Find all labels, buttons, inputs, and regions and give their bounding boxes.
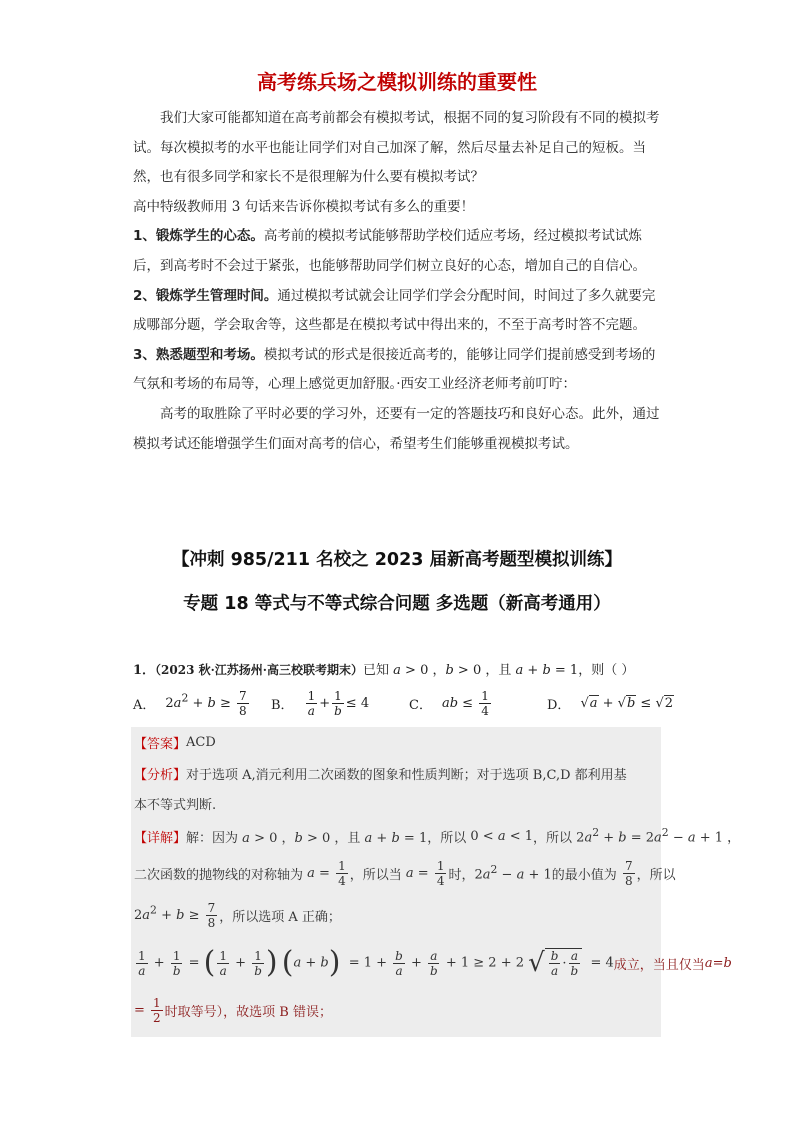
- intro-section: [133, 104, 665, 459]
- analysis-line: [134, 792, 216, 814]
- intro-title: 高考练兵场之模拟训练的重要性: [257, 70, 537, 94]
- detail-text: 时取等号），故选项 B 错误；: [164, 1004, 332, 1020]
- answer-tag: 【答案】: [134, 736, 187, 752]
- question-stem: [133, 660, 665, 681]
- list-item-text: 通过模拟考试就会让同学们学会分配时间，时间过了多久就要完成哪部分题，学会取舍等，这些都是在模拟考试中得出来的，不至于高考时答不完题。: [133, 287, 656, 334]
- option-a[interactable]: [133, 685, 251, 721]
- detail-math: $2a^2 - a + 1$: [474, 863, 552, 883]
- analysis-text: 对于选项 A,消元利用二次函数的图象和性质判断；对于选项 B,C,D 都利用基: [186, 767, 627, 783]
- question-number: 1．: [133, 663, 156, 678]
- detail-math: a > 0 ，b > 0 ，且 a + b = 1: [242, 830, 428, 846]
- intro-list-item: [133, 341, 665, 400]
- answer-line: [134, 731, 216, 753]
- intro-list-item: [133, 282, 665, 341]
- option-label: C．: [409, 697, 432, 713]
- analysis-tag: 【分析】: [134, 767, 187, 783]
- math-condition: a > 0 ，b > 0 ，且 a + b = 1: [393, 663, 579, 678]
- option-math: $2a^2 + b$ ≥ $\frac{7}{8}$: [165, 688, 247, 718]
- list-item-heading: 1、锻炼学生的心态。: [133, 228, 264, 245]
- analysis-line: [134, 762, 627, 784]
- detail-tag: 【详解】: [134, 830, 187, 846]
- detail-math: 0 < a < 1: [466, 828, 534, 844]
- option-b[interactable]: [271, 685, 369, 721]
- detail-text: ，所以: [636, 867, 676, 883]
- detail-text: 成立，当且仅当: [613, 957, 705, 973]
- option-math: ab ≤ $\frac{1}{4}$: [441, 688, 489, 718]
- list-item-text: 高考前的模拟考试能够帮助学校们适应考场，经过模拟考试试炼后，到高考时不会过于紧张，也能够帮助同学们树立良好的心态，增加自己的自信心。: [133, 228, 646, 274]
- intro-paragraph: 高中特级教师用 3 句话来告诉你模拟考试有多么的重要！: [133, 198, 475, 215]
- option-label: D．: [547, 697, 571, 713]
- detail-math: $2a^2 + b = 2a^2 - a + 1$ ，: [572, 826, 741, 846]
- intro-list-item: [133, 222, 665, 281]
- detail-text: ，所以: [427, 830, 467, 846]
- detail-line: [134, 824, 740, 848]
- topic-heading: 专题 18 等式与不等式综合问题 多选题（新高考通用）: [183, 594, 611, 614]
- detail-math: $\frac{7}{8}$: [624, 858, 633, 888]
- detail-math: $2a^2 + b$ ≥ $\frac{7}{8}$: [134, 900, 216, 930]
- stem-text: 已知: [362, 663, 389, 678]
- detail-line: [134, 941, 732, 985]
- option-label: A．: [133, 697, 156, 713]
- option-math: √a + √b ≤ √2: [580, 695, 674, 711]
- answer-box: [131, 727, 741, 1037]
- answer-value: ACD: [186, 734, 216, 750]
- option-math: $\frac{1}{a}$ + $\frac{1}{b}$ ≤ 4: [307, 688, 370, 718]
- question-1: [133, 660, 674, 721]
- detail-text: 二次函数的抛物线的对称轴为: [134, 867, 304, 883]
- detail-line: [134, 855, 676, 891]
- list-item-heading: 3、熟悉题型和考场。: [133, 346, 264, 363]
- detail-math: a=b: [704, 955, 732, 971]
- intro-paragraph: 我们大家可能都知道在高考前都会有模拟考试，根据不同的复习阶段有不同的模拟考试。每次模拟考的水平也能让同学们对自己加深了解，然后尽量去补足自己的短板。当然，也有很多同学和家长不是很理解为什么要有模拟考试？: [133, 110, 660, 186]
- detail-text: ，所以: [533, 830, 573, 846]
- list-item-text: 模拟考试的形式是很接近高考的，能够让同学们提前感受到考场的气氛和考场的布局等，心理上感觉更加舒服。·西安工业经济老师考前叮咛：: [133, 346, 656, 393]
- series-heading: 【冲刺 985/211 名校之 2023 届新高考题型模拟训练】: [171, 550, 623, 570]
- detail-line: [134, 991, 332, 1029]
- detail-math: a = $\frac{1}{4}$: [405, 858, 445, 888]
- detail-math: a = $\frac{1}{4}$: [307, 858, 346, 888]
- detail-text: 的最小值为: [551, 867, 617, 883]
- stem-text: ，则（ ）: [578, 663, 635, 678]
- option-c[interactable]: [409, 685, 493, 721]
- detail-math: $\frac{1}{a}$ + $\frac{1}{b}$ = ( $\frac{1}{a}$ + $\frac{1}{b}$ ) (a + b) = 1 + $\frac{b}{a}$ + $\frac{a}{b}$ + 1 ≥ 2 + 2 √ $\frac{b}{a}$ · $\frac{a}{b}$ = 4: [138, 945, 614, 980]
- options-row: [133, 685, 674, 721]
- detail-math: = $\frac{1}{2}$: [134, 995, 161, 1025]
- detail-text: 解：因为: [186, 830, 239, 846]
- detail-text: 时，: [448, 867, 475, 883]
- detail-text: ，所以选项 A 正确；: [219, 909, 341, 925]
- detail-line: [134, 897, 341, 933]
- question-source: （2023 秋·江苏扬州·高三校联考期末）: [155, 663, 363, 677]
- option-d[interactable]: [547, 685, 674, 721]
- intro-paragraph: 高考的取胜除了平时必要的学习外，还要有一定的答题技巧和良好心态。此外，通过模拟考试还能增强学生们面对高考的信心，希望考生们能够重视模拟考试。: [133, 405, 660, 452]
- analysis-text: 本不等式判断.: [134, 797, 217, 813]
- list-item-heading: 2、锻炼学生管理时间。: [133, 287, 278, 304]
- option-label: B．: [271, 697, 294, 713]
- detail-text: ，所以当: [349, 867, 402, 883]
